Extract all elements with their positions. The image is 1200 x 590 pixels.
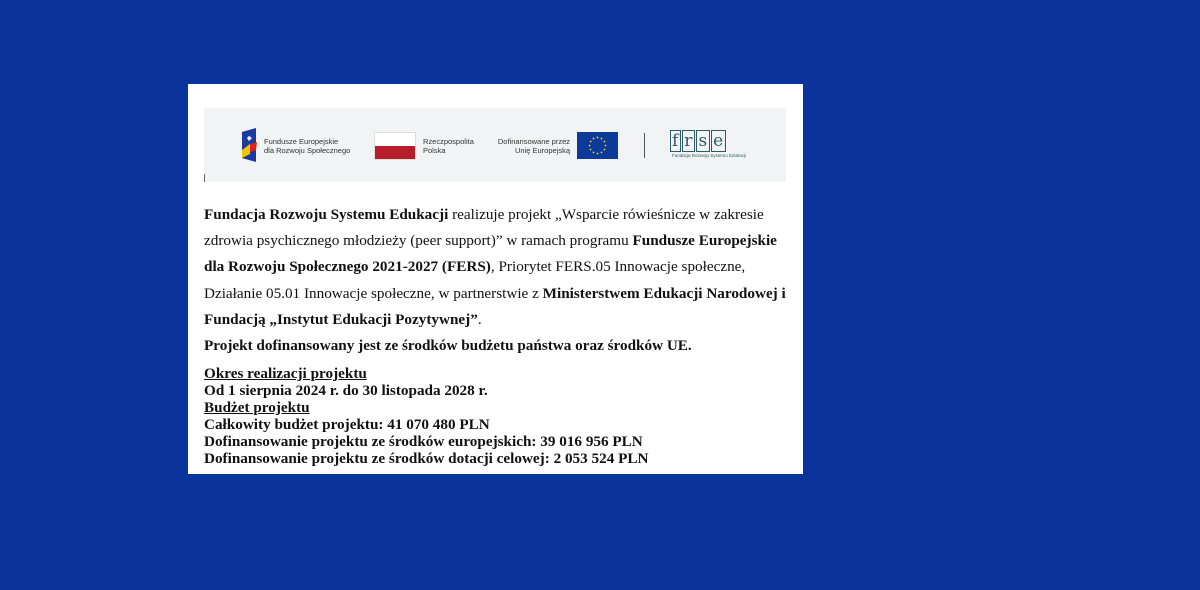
detail-row xyxy=(204,433,804,450)
text-segment: zdrowia psychicznego młodzieży (peer support)” w ramach programu xyxy=(204,232,633,250)
logo-separator xyxy=(644,133,645,158)
paragraph-line xyxy=(204,204,804,230)
eu-logo-text xyxy=(490,137,570,155)
frse-letter: s xyxy=(698,131,709,151)
detail-row xyxy=(204,450,804,467)
detail-row xyxy=(204,365,804,382)
detail-row xyxy=(204,382,804,399)
frse-letter: e xyxy=(713,131,725,151)
frse-letter: f xyxy=(672,131,680,151)
poland-flag-icon xyxy=(374,132,416,160)
paragraph-line xyxy=(204,335,804,361)
text-segment: , Priorytet FERS.05 Innowacje społeczne, xyxy=(490,258,746,276)
paragraph-line xyxy=(204,283,804,309)
eu-flag-icon xyxy=(577,132,618,159)
text-segment: Projekt dofinansowany jest ze środków budżetu państwa oraz środków UE. xyxy=(204,336,692,354)
text-segment: Fundacja Rozwoju Systemu Edukacji xyxy=(204,206,449,223)
pl-logo-text xyxy=(423,137,474,155)
fe-logo-icon xyxy=(240,128,258,162)
eu-line2: Unię Europejską xyxy=(514,146,570,155)
eu-line1: Dofinansowane przez xyxy=(497,137,570,146)
frse-logo xyxy=(670,131,727,151)
detail-line: Całkowity budżet projektu: 41 070 480 PLN xyxy=(204,416,490,434)
text-segment: Działanie 05.01 Innowacje społeczne, w partnerstwie z xyxy=(204,284,543,302)
section-heading: Budżet projektu xyxy=(204,399,310,417)
paragraph-line xyxy=(204,230,804,256)
detail-line: Dofinansowanie projektu ze środków europejskich: 39 016 956 PLN xyxy=(204,433,643,451)
text-segment: realizuje projekt „Wsparcie rówieśnicze w zakresie xyxy=(448,206,764,223)
frse-letter: r xyxy=(684,131,694,151)
funding-logos-bar xyxy=(204,108,786,182)
pl-line2: Polska xyxy=(423,146,446,155)
text-segment: Fundusze Europejskie xyxy=(632,232,777,250)
section-heading: Okres realizacji projektu xyxy=(204,365,367,383)
fe-logo-text xyxy=(264,137,350,155)
text-segment: . xyxy=(477,310,482,328)
detail-line: Dofinansowanie projektu ze środków dotacji celowej: 2 053 524 PLN xyxy=(204,450,649,468)
frse-subtitle: Fundacja Rozwoju Systemu Edukacji xyxy=(672,153,747,158)
fe-line2: dla Rozwoju Społecznego xyxy=(264,146,351,155)
text-segment: Fundacją „Instytut Edukacji Pozytywnej” xyxy=(204,310,478,328)
detail-row xyxy=(204,416,804,433)
paragraph-line xyxy=(204,309,804,335)
text-cursor xyxy=(204,174,205,182)
detail-line: Od 1 sierpnia 2024 r. do 30 listopada 2028 r. xyxy=(204,382,488,400)
detail-row xyxy=(204,399,804,416)
project-description xyxy=(204,204,804,467)
paragraph-line xyxy=(204,256,804,282)
text-segment: dla Rozwoju Społecznego 2021-2027 (FERS) xyxy=(204,258,491,276)
pl-line1: Rzeczpospolita xyxy=(423,137,474,146)
text-segment: Ministerstwem Edukacji Narodowej i xyxy=(542,284,786,302)
fe-line1: Fundusze Europejskie xyxy=(264,137,339,146)
info-card xyxy=(188,84,803,474)
